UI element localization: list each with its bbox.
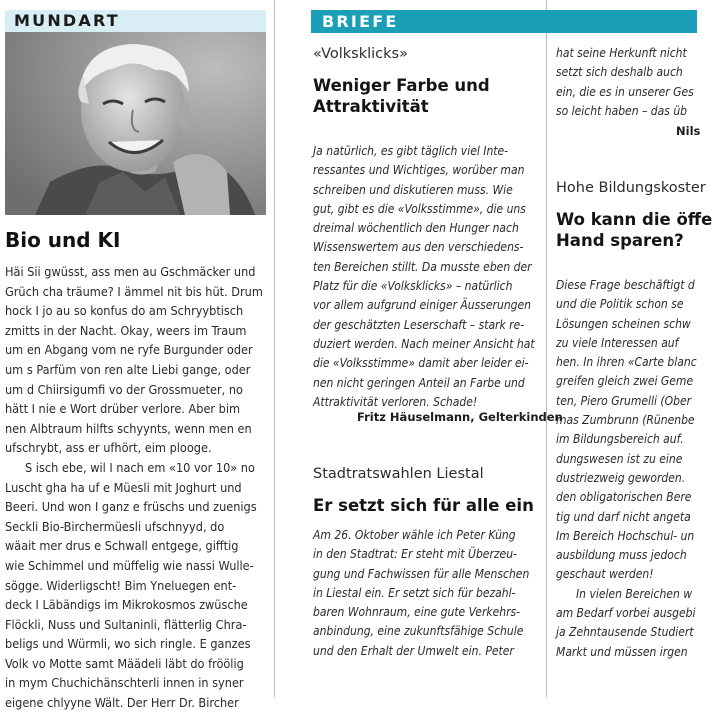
continued-letter-body	[556, 44, 694, 121]
mundart-line: wäait mer drus e Schwall entgege, gifftig	[5, 538, 239, 554]
letter-line: der geschätzten Leserschaft – stark re-	[313, 317, 525, 332]
letter-line: anbindung, eine zukunftsfähige Schule	[313, 624, 524, 639]
letter-line: ressantes und Wichtiges, worüber man	[313, 163, 525, 178]
mundart-section-label: MUNDART	[5, 10, 266, 32]
letter-line: in Liestal ein. Er setzt sich für bezahl-	[313, 585, 516, 600]
letter-line: baren Wohnraum, eine gute Verkehrs-	[313, 605, 521, 620]
mundart-line: Flöckli, Nuss und Sultaninli, flätterlig Chra-	[5, 616, 247, 632]
letter-signature: Nils	[676, 124, 701, 138]
mundart-line: Volk vo Motte samt Määdeli läbt do fröölig	[5, 655, 244, 671]
letter-line: ausbildung muss jedoch	[556, 548, 687, 563]
letter-line: die «Volksstimme» damit aber leider ei-	[313, 356, 529, 371]
letter-line: Attraktivität verloren. Schade!	[313, 394, 478, 409]
mundart-line: zmitts in der Nacht. Okay, weers im Traum	[5, 322, 247, 338]
mundart-line: nen Albtraum hilfts schyynts, wenn men en	[5, 420, 252, 436]
letter-line: dustriezweig geworden.	[556, 470, 686, 485]
briefe-section-label: BRIEFE	[322, 12, 399, 31]
letter-line: ein, die es in unserer Ges	[556, 84, 694, 99]
letter-line: dungswesen ist zu eine	[556, 451, 683, 466]
letter-body	[313, 526, 539, 661]
letter-line: Wissenswertem aus den verschiedens-	[313, 240, 524, 255]
letter-line: greifen gleich zwei Geme	[556, 374, 694, 389]
mundart-line: eigene chlyyne Wält. Der Herr Dr. Bircher	[5, 695, 239, 711]
mundart-line: hock I jo au so konfus do am Schryybtisch	[5, 303, 244, 319]
letter-line: mas Zumbrunn (Rünenbe	[556, 413, 695, 428]
letter-line: Platz für die «Volksklicks» – natürlich	[313, 279, 513, 294]
letter-line: vor allem aufgrund einiger Äusserungen	[313, 298, 532, 313]
letter-line: nen nicht geringen Anteil an Farbe und	[313, 375, 525, 390]
letter-line: Am 26. Oktober wähle ich Peter Küng	[313, 528, 516, 542]
article-title: Bio und KI	[5, 228, 121, 252]
letter-line: gung und Fachwissen für alle Menschen	[313, 566, 530, 581]
mundart-line: deck I Läbändigs im Mikrokosmos zwüsche	[5, 597, 248, 613]
headline-line: Attraktivität	[313, 97, 429, 116]
letter-line: ten, Piero Grumelli (Ober	[556, 393, 692, 408]
mundart-line: Grüch cha träume? I ämmel nit bis hüt. Drum	[5, 283, 263, 299]
letter-line: in den Stadtrat: Er steht mit Überzeu-	[313, 547, 517, 562]
headline-line: Wo kann die öffe	[556, 210, 712, 229]
mundart-line: Häi Sii gwüsst, ass men au Gschmäcker und	[5, 264, 256, 279]
mundart-line: um d Chiirsigumfi vo der Grossmueter, no	[5, 381, 243, 397]
mundart-article-body	[5, 262, 267, 713]
letter-line: Ja natürlich, es gibt täglich viel Inte-	[313, 144, 509, 158]
mundart-line: um s Parfüm von ren alte Liebi gange, oder	[5, 361, 251, 377]
letter-line: Im Bereich Hochschul- un	[556, 528, 695, 543]
mundart-line: beligs und Würmli, wo sich ringle. E ganzes	[5, 636, 251, 652]
letter-line: und die Politik schon se	[556, 297, 684, 312]
mundart-line: wie Schimmel und müffelig wie nassi Wulle-	[5, 557, 254, 573]
letter-line: den obligatorischen Bere	[556, 490, 692, 505]
letter-line: hat seine Herkunft nicht	[556, 46, 687, 60]
letter-line: am Bedarf vorbei ausgebi	[556, 606, 696, 621]
mundart-line: ufschrybt, ass er ufhört, eim plooge.	[5, 440, 212, 456]
letter-line: im Bildungsbereich auf.	[556, 432, 684, 447]
letter-line: Lösungen scheinen schw	[556, 316, 691, 331]
letter-line: In vielen Bereichen w	[576, 586, 693, 601]
letter-headline	[313, 495, 534, 516]
letter-line: Diese Frage beschäftigt d	[556, 278, 695, 292]
letter-line: gut, gibt es die «Volksstimme», die uns	[313, 201, 526, 216]
mundart-line: Seckli Bio-Birchermüesli ufschnyyd, do	[5, 518, 225, 534]
letter-line: und den Erhalt der Umwelt ein. Peter	[313, 643, 514, 658]
right-column-clip	[556, 0, 712, 697]
mundart-line: sögge. Widerligscht! Bim Yneluegen ent-	[5, 577, 237, 593]
letter-kicker: Hohe Bildungskoster	[556, 180, 706, 196]
letter-headline	[313, 75, 490, 117]
mundart-line: S isch ebe, wil I nach em «10 vor 10» no	[25, 459, 255, 475]
letter-headline	[556, 209, 712, 251]
letter-line: duziert werden. Nach meiner Ansicht hat	[313, 336, 535, 351]
letter-line: so leicht haben – das üb	[556, 103, 688, 118]
headline-line: Er setzt sich für alle ein	[313, 496, 534, 515]
letter-line: schreiben und diskutieren muss. Wie	[313, 182, 513, 197]
letter-line: Markt und müssen irgen	[556, 644, 688, 659]
letter-line: zu viele Interessen auf	[556, 335, 679, 350]
letter-line: tig und darf nicht angeta	[556, 509, 691, 524]
column-divider-left	[274, 0, 275, 697]
mundart-line: hätt I nie e Wort drüber verlore. Aber bim	[5, 401, 241, 417]
headline-line: Weniger Farbe und	[313, 76, 490, 95]
mundart-line: Luscht gha ha uf e Müesli mit Joghurt und	[5, 479, 242, 495]
letter-signature: Fritz Häuselmann, Gelterkinden	[357, 410, 563, 424]
letter-line: hen. In ihren «Carte blanc	[556, 355, 697, 370]
column-divider-right	[546, 0, 547, 697]
letter-body	[556, 276, 697, 662]
letter-line: dreimal wöchentlich den Hunger nach	[313, 221, 519, 236]
letter-line: setzt sich deshalb auch	[556, 65, 683, 80]
mundart-line: um en Abgang vom ne ryfe Burgunder oder	[5, 342, 253, 358]
headline-line: Hand sparen?	[556, 231, 684, 250]
letter-kicker: Stadtratswahlen Liestal	[313, 466, 484, 482]
mundart-line: in mym Chuchichänschterli innen in syner	[5, 675, 244, 691]
author-portrait-photo	[5, 32, 266, 215]
letter-kicker: «Volksklicks»	[313, 46, 408, 62]
mundart-line: Beeri. Und won I ganz e früschs und zuenigs	[5, 499, 257, 515]
letter-line: geschaut werden!	[556, 567, 654, 582]
letter-body	[313, 142, 539, 412]
letter-line: ten Bereichen stillt. Da musste eben der	[313, 259, 532, 274]
letter-line: ja Zehntausende Studiert	[556, 625, 694, 640]
